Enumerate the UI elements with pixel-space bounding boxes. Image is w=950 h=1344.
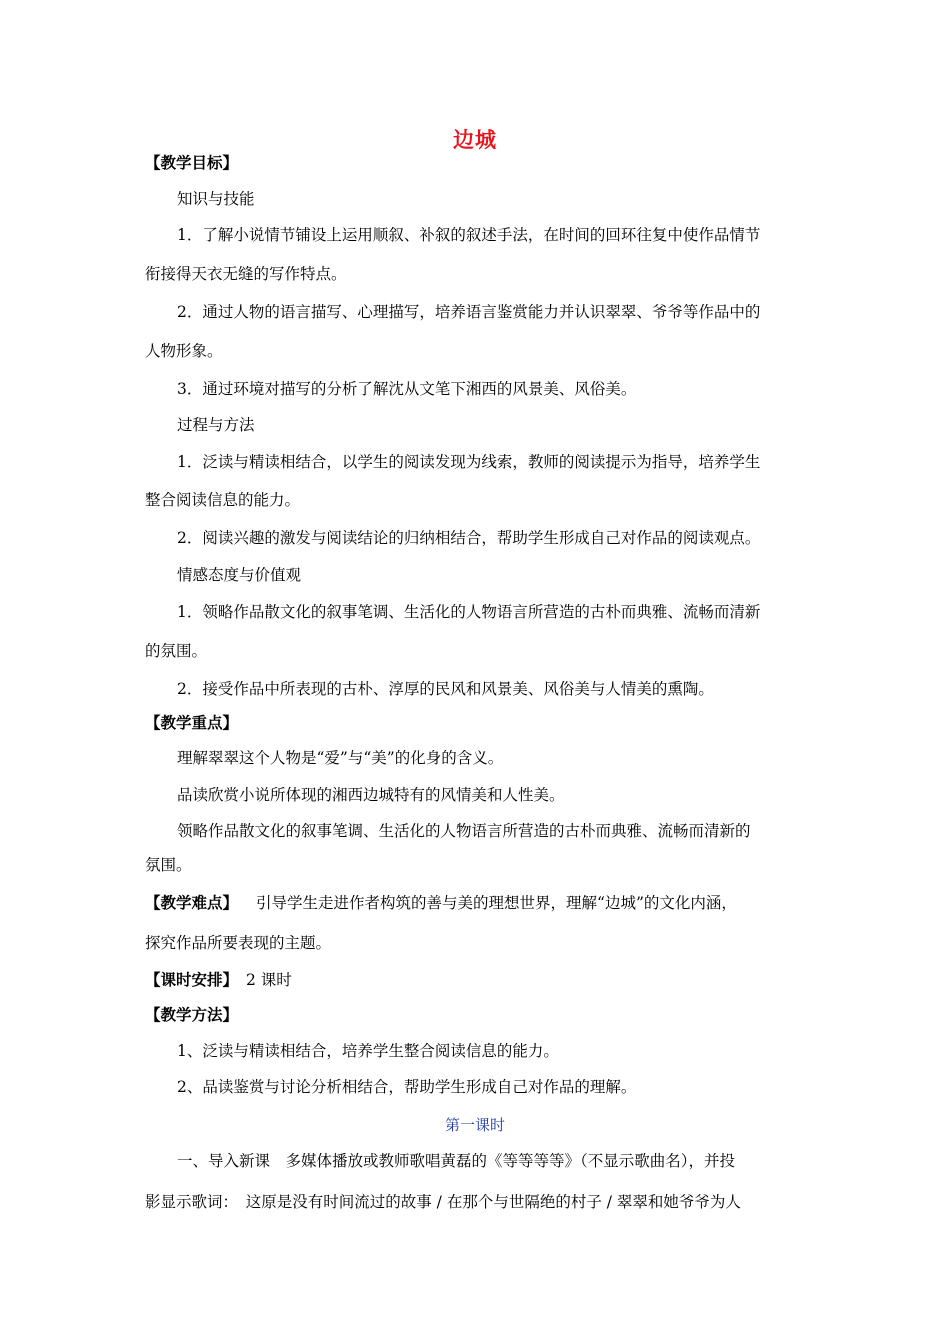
methods-header: 【教学方法】 (145, 1006, 239, 1024)
lesson1-heading: 第一课时 (444, 1116, 505, 1134)
key-points-header: 【教学重点】 (145, 714, 239, 732)
process-item1-line1: 1．泛读与精读相结合，以学生的阅读发现为线索，教师的阅读提示为指导，培养学生 (177, 453, 761, 471)
difficulty-line2: 探究作品所要表现的主题。 (145, 934, 332, 952)
objectives-header: 【教学目标】 (145, 154, 239, 172)
process-item1-line2: 整合阅读信息的能力。 (145, 491, 301, 509)
key-point-3-line1: 领略作品散文化的叙事笔调、生活化的人物语言所营造的古朴而典雅、流畅而清新的 (177, 822, 751, 840)
emotion-item2: 2．接受作品中所表现的古朴、淳厚的民风和风景美、风俗美与人情美的熏陶。 (177, 680, 714, 698)
lesson1-intro-line1: 一、导入新课 多媒体播放或教师歌唱黄磊的《等等等等》（不显示歌曲名），并投 (177, 1152, 736, 1170)
key-point-3-line2: 氛围。 (145, 856, 192, 874)
key-point-2: 品读欣赏小说所体现的湘西边城特有的风情美和人性美。 (177, 786, 565, 804)
knowledge-item2-line2: 人物形象。 (145, 342, 223, 360)
key-point-1: 理解翠翠这个人物是“爱”与“美”的化身的含义。 (177, 749, 504, 767)
process-item2: 2．阅读兴趣的激发与阅读结论的归纳相结合，帮助学生形成自己对作品的阅读观点。 (177, 529, 761, 547)
emotion-item1-line1: 1．领略作品散文化的叙事笔调、生活化的人物语言所营造的古朴而典雅、流畅而清新 (177, 603, 761, 621)
knowledge-item3: 3．通过环境对描写的分析了解沈从文笔下湘西的风景美、风俗美。 (177, 380, 637, 398)
knowledge-item1-line1: 1．了解小说情节铺设上运用顺叙、补叙的叙述手法，在时间的回环往复中使作品情节 (177, 226, 761, 244)
emotion-item1-line2: 的氛围。 (145, 642, 208, 660)
schedule-value: 2 课时 (246, 971, 292, 989)
method-item-1: 1、泛读与精读相结合，培养学生整合阅读信息的能力。 (177, 1042, 559, 1060)
emotion-heading: 情感态度与价值观 (177, 566, 302, 584)
difficulty-line1 (145, 893, 737, 913)
method-item-2: 2、品读鉴赏与讨论分析相结合，帮助学生形成自己对作品的理解。 (177, 1078, 637, 1096)
schedule-line (145, 970, 292, 990)
knowledge-item2-line1: 2．通过人物的语言描写、心理描写，培养语言鉴赏能力并认识翠翠、爷爷等作品中的 (177, 303, 761, 321)
knowledge-item1-line2: 衔接得天衣无缝的写作特点。 (145, 265, 347, 283)
process-heading: 过程与方法 (177, 416, 255, 434)
schedule-header: 【课时安排】 (145, 971, 239, 989)
difficulty-header: 【教学难点】 (145, 894, 239, 912)
lesson1-intro-line2: 影显示歌词： 这原是没有时间流过的故事 / 在那个与世隔绝的村子 / 翠翠和她爷爷为人 (145, 1193, 741, 1211)
knowledge-heading: 知识与技能 (177, 190, 255, 208)
difficulty-text: 引导学生走进作者构筑的善与美的理想世界，理解“边城”的文化内涵， (256, 894, 737, 912)
document-title: 边城 (453, 128, 497, 152)
